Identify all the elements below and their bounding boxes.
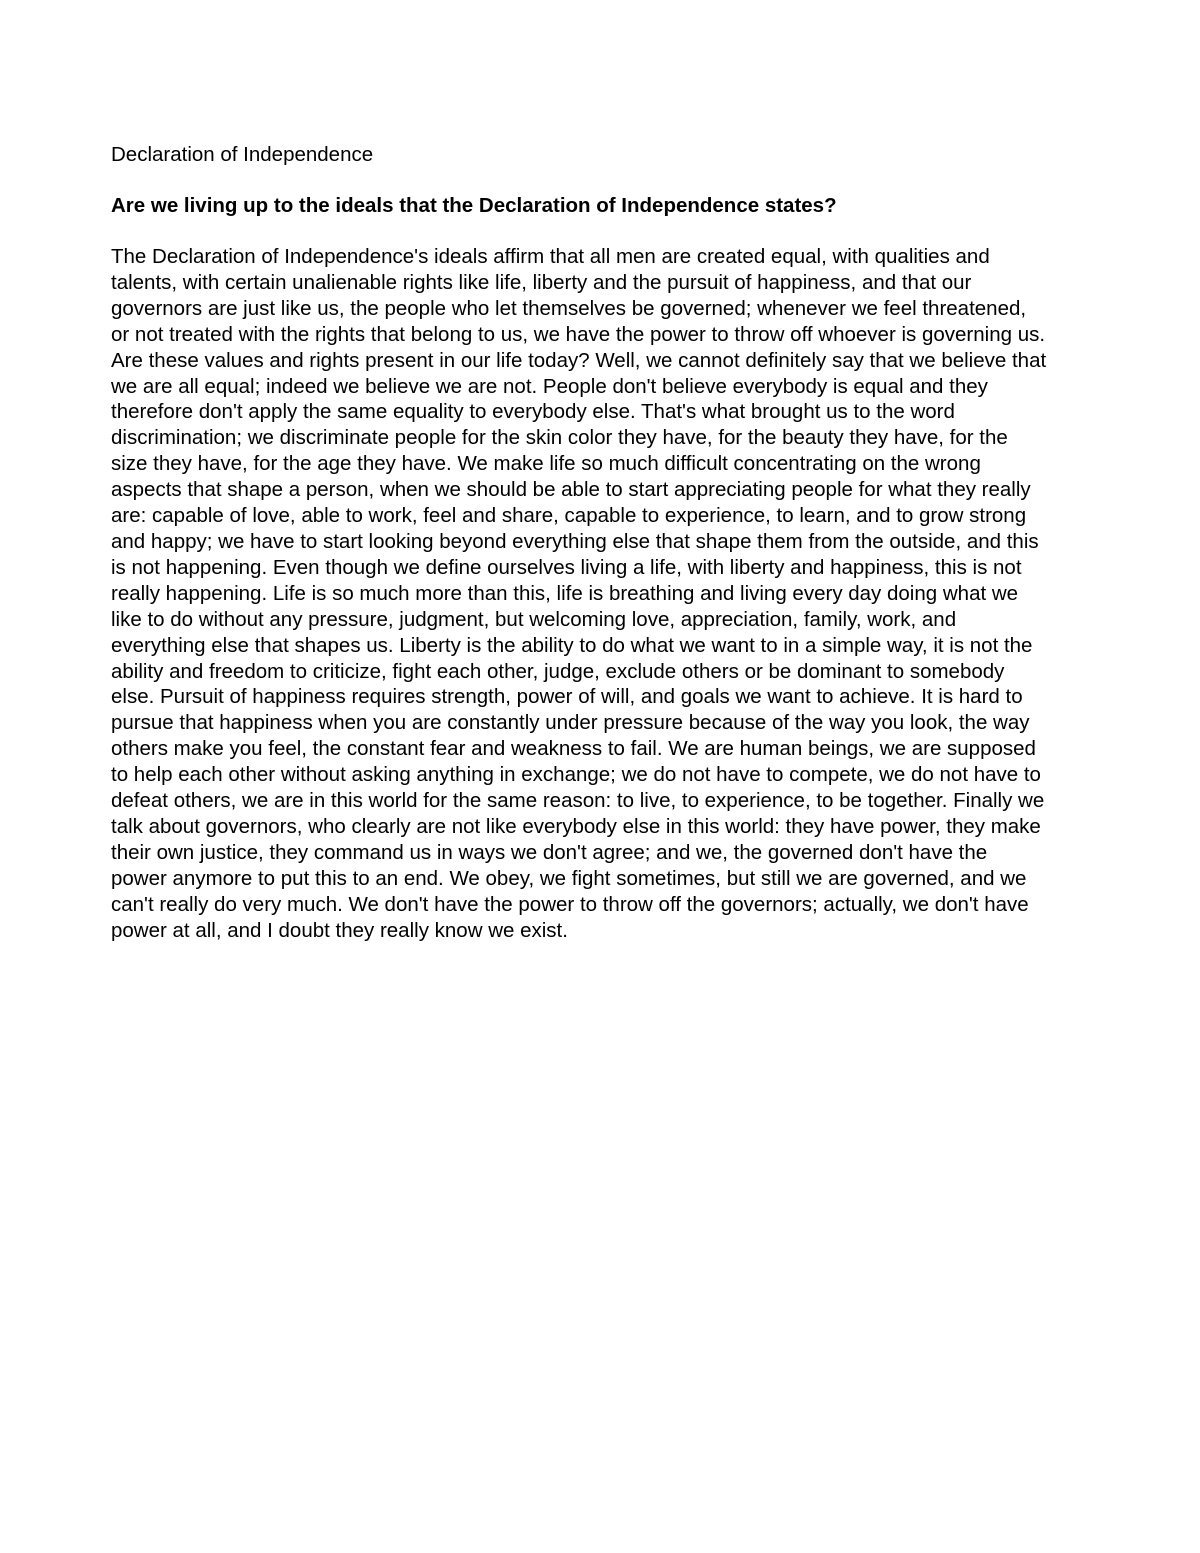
body-line: like to do without any pressure, judgment, but welcoming love, appreciation, family, work, and — [111, 607, 957, 631]
document-title: Declaration of Independence — [111, 143, 374, 166]
body-line: defeat others, we are in this world for the same reason: to live, to experience, to be together. Finally we — [111, 789, 1045, 813]
body-line: is not happening. Even though we define ourselves living a life, with liberty and happiness, this is not — [111, 555, 1022, 579]
body-line: to help each other without asking anything in exchange; we do not have to compete, we do not have to — [111, 763, 1041, 787]
body-line: pursue that happiness when you are constantly under pressure because of the way you look, the way — [111, 711, 1030, 735]
body-line: power at all, and I doubt they really know we exist. — [111, 918, 568, 942]
body-line: power anymore to put this to an end. We obey, we fight sometimes, but still we are governed, and we — [111, 866, 1027, 890]
body-line: size they have, for the age they have. We make life so much difficult concentrating on the wrong — [111, 452, 981, 476]
body-line: are: capable of love, able to work, feel and share, capable to experience, to learn, and to grow strong — [111, 504, 1027, 528]
body-line: really happening. Life is so much more than this, life is breathing and living every day doing what we — [111, 581, 1019, 605]
body-line: talents, with certain unalienable rights like life, liberty and the pursuit of happiness, and that our — [111, 270, 972, 294]
body-line: their own justice, they command us in ways we don't agree; and we, the governed don't have the — [111, 840, 988, 864]
essay-question: Are we living up to the ideals that the Declaration of Independence states? — [111, 194, 837, 217]
body-line: everything else that shapes us. Liberty is the ability to do what we want to in a simple way, it is not the — [111, 633, 1033, 657]
body-line: ability and freedom to criticize, fight each other, judge, exclude others or be dominant to somebody — [111, 659, 1005, 683]
body-line: Are these values and rights present in our life today? Well, we cannot definitely say that we believe that — [111, 348, 1047, 372]
body-line: we are all equal; indeed we believe we are not. People don't believe everybody is equal and they — [111, 374, 988, 398]
body-line: or not treated with the rights that belong to us, we have the power to throw off whoever is governing us. — [111, 322, 1046, 346]
body-line: can't really do very much. We don't have the power to throw off the governors; actually, we don't have — [111, 892, 1029, 916]
body-line: discrimination; we discriminate people for the skin color they have, for the beauty they have, for the — [111, 426, 1008, 450]
body-line: governors are just like us, the people who let themselves be governed; whenever we feel threatened, — [111, 296, 1027, 320]
body-line: others make you feel, the constant fear and weakness to fail. We are human beings, we are supposed — [111, 737, 1036, 761]
body-line: The Declaration of Independence's ideals affirm that all men are created equal, with qualities and — [111, 245, 990, 268]
body-line: talk about governors, who clearly are not like everybody else in this world: they have power, they make — [111, 814, 1041, 838]
body-line: and happy; we have to start looking beyond everything else that shape them from the outside, and this — [111, 529, 1039, 553]
body-line: aspects that shape a person, when we should be able to start appreciating people for what they really — [111, 478, 1031, 502]
body-line: therefore don't apply the same equality to everybody else. That's what brought us to the word — [111, 400, 955, 424]
essay-body — [111, 244, 1101, 943]
body-line: else. Pursuit of happiness requires strength, power of will, and goals we want to achieve. It is hard to — [111, 685, 1023, 709]
